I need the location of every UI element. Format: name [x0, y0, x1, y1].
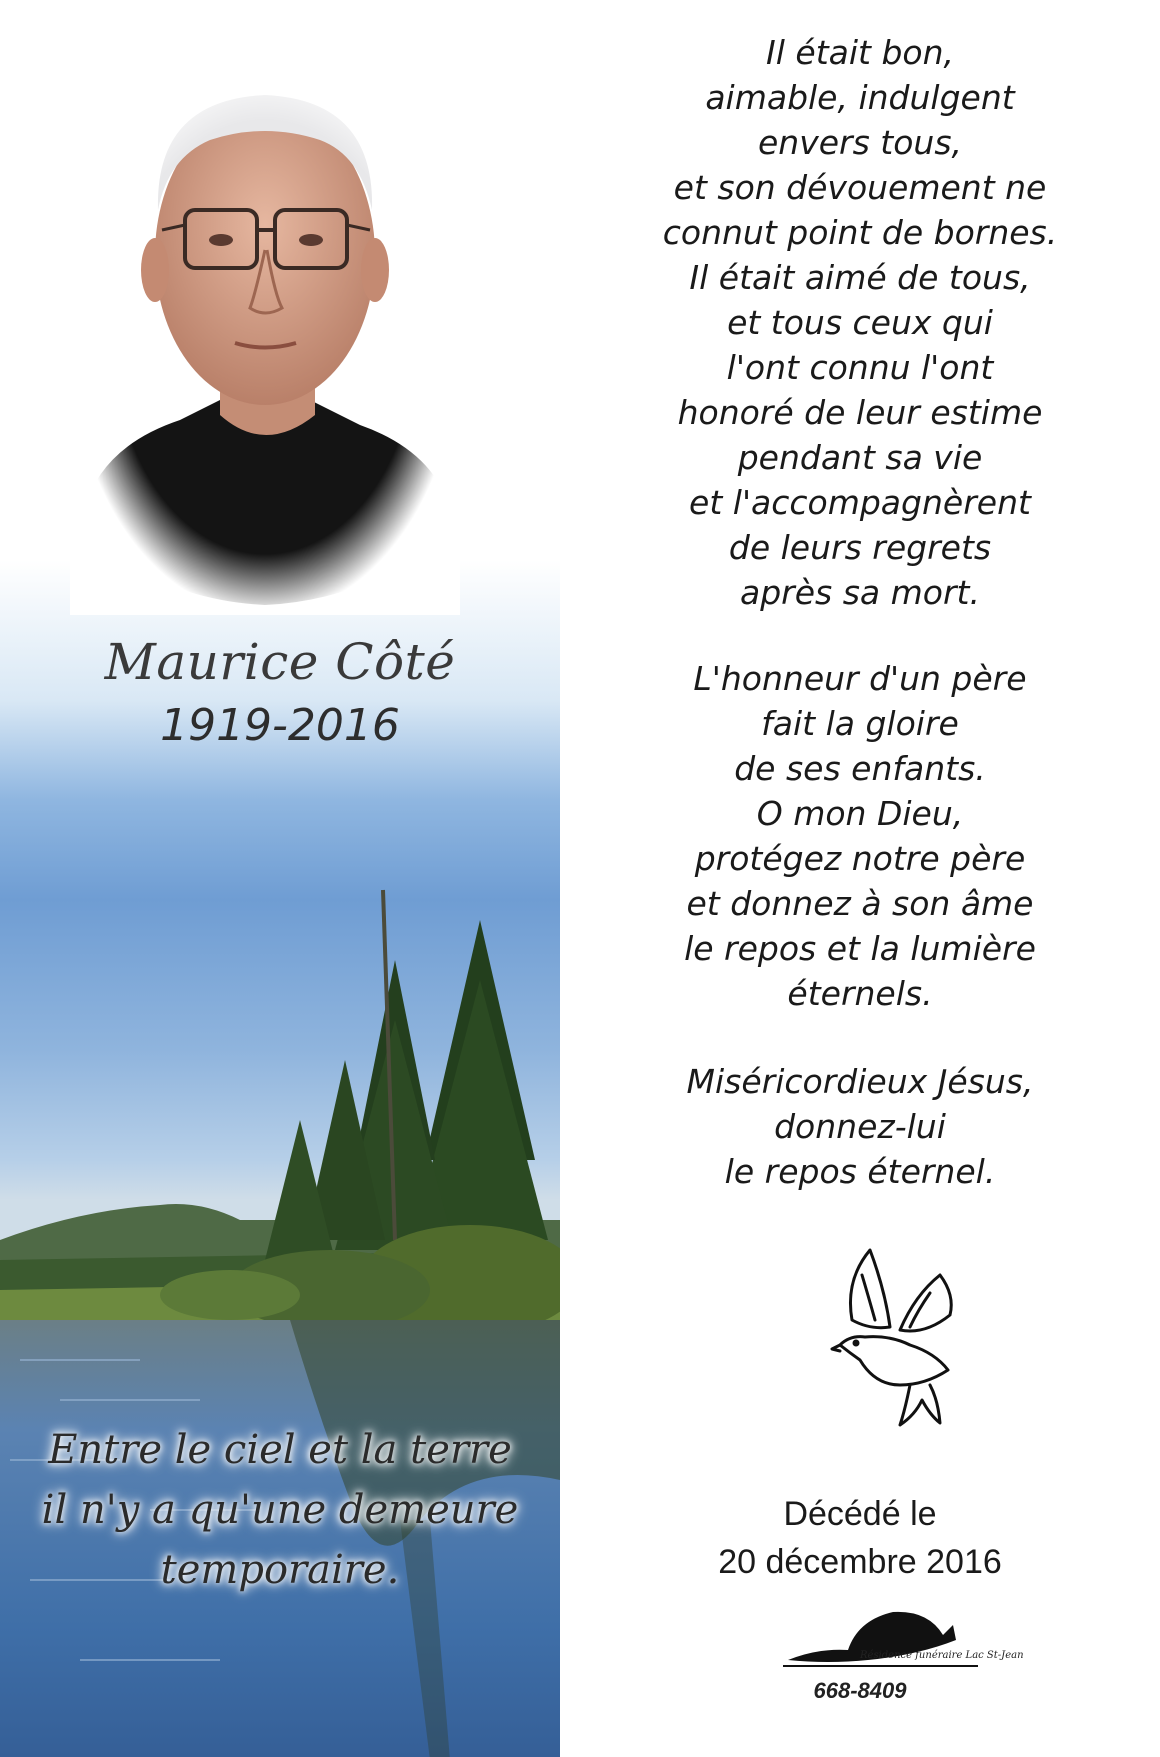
death-date: 20 décembre 2016	[718, 1543, 1002, 1581]
poem-line: l'ont connu l'ont	[726, 348, 994, 387]
funeral-home-logo-icon	[778, 1600, 1008, 1680]
poem-line: aimable, indulgent	[705, 78, 1015, 117]
memorial-quote	[0, 1420, 560, 1600]
left-panel	[0, 0, 560, 1757]
poem-line: de ses enfants.	[734, 749, 986, 788]
poem-line: le repos éternel.	[724, 1152, 996, 1191]
poem-line: envers tous,	[757, 123, 963, 162]
dove-icon	[830, 1235, 960, 1435]
poem-line: honoré de leur estime	[677, 393, 1043, 432]
poem-line: pendant sa vie	[737, 438, 983, 477]
poem-line: donnez-lui	[774, 1107, 946, 1146]
quote-line: il n'y a qu'une demeure	[41, 1487, 519, 1533]
poem-line: de leurs regrets	[728, 528, 992, 567]
poem-line: et l'accompagnèrent	[689, 483, 1031, 522]
funeral-home-name: Résidence funéraire Lac St-Jean	[860, 1650, 1024, 1661]
poem-line: Il était bon,	[766, 33, 954, 72]
poem-stanza-2	[560, 656, 1160, 1016]
poem-line: L'honneur d'un père	[693, 659, 1027, 698]
right-panel	[560, 0, 1160, 1757]
poem-line: connut point de bornes.	[662, 213, 1058, 252]
poem-line: et donnez à son âme	[686, 884, 1034, 923]
phone-number: 668-8409	[813, 1678, 907, 1703]
death-label: Décédé le	[783, 1495, 937, 1533]
life-years: 1919-2016	[160, 700, 400, 751]
poem-line: et tous ceux qui	[727, 303, 993, 342]
poem-line: Il était aimé de tous,	[689, 258, 1031, 297]
lake-forest-scene	[0, 860, 560, 1757]
poem-line: et son dévouement ne	[673, 168, 1047, 207]
poem-line: éternels.	[787, 974, 933, 1013]
poem-stanza-1	[560, 30, 1160, 615]
poem-line: fait la gloire	[761, 704, 959, 743]
death-notice	[560, 1490, 1160, 1586]
poem-line: O mon Dieu,	[756, 794, 964, 833]
poem-stanza-3	[560, 1059, 1160, 1194]
deceased-name: Maurice Côté	[104, 633, 456, 691]
poem-line: protégez notre père	[694, 839, 1026, 878]
quote-line: Entre le ciel et la terre	[48, 1427, 512, 1473]
poem-line: Miséricordieux Jésus,	[686, 1062, 1034, 1101]
poem-line: le repos et la lumière	[684, 929, 1036, 968]
quote-line: temporaire.	[160, 1547, 400, 1593]
poem-line: après sa mort.	[740, 573, 980, 612]
portrait-photo	[70, 60, 460, 615]
